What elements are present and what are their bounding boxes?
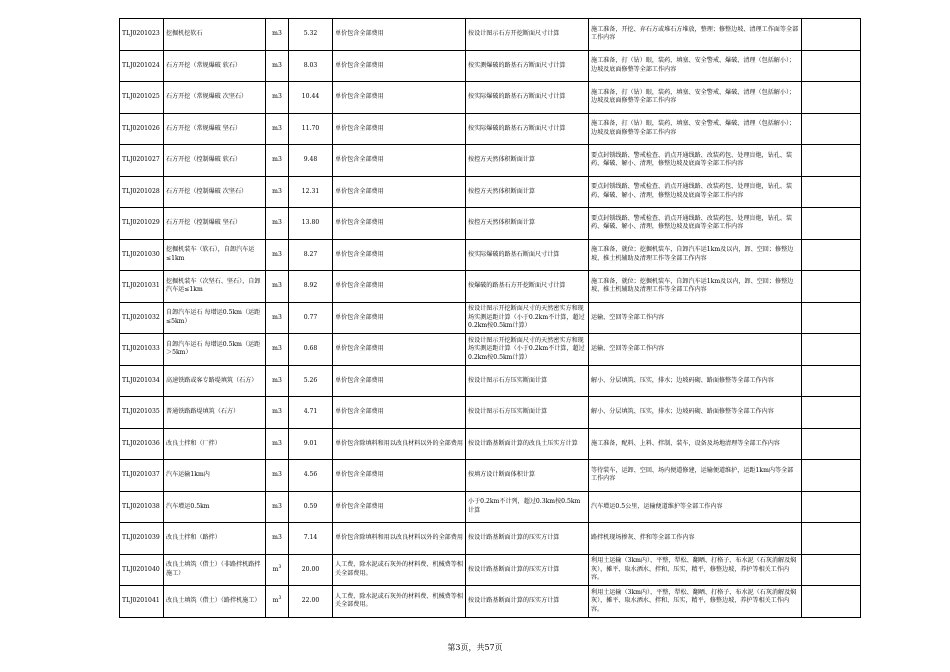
cell-unit [266, 50, 289, 82]
unit-superscript: 3 [278, 595, 282, 601]
cell-work: 要点封锁线路、警戒检查、消点开通线路、改装药包、处理盲炮，钻孔、装药、爆破、解小、清理，修整边坡及底面等全部工作内容 [589, 208, 802, 240]
cell-rule: 按设计图示石方压实断面计算 [466, 365, 589, 397]
cell-unit [266, 239, 289, 271]
table-row [120, 586, 861, 618]
cell-work: 施工准备，就位；挖掘机装车，自卸汽车运1km及以内，卸、空回；修整边坡、推土机辅助及清理工作等全部工作内容 [589, 271, 802, 303]
cell-code: TLJ0201026 [120, 113, 164, 145]
cell-work: 路拌机现场掺灰、拌和等全部工作内容 [589, 523, 802, 555]
cell-remark [802, 586, 861, 618]
cell-unit [266, 334, 289, 366]
cell-work: 等待装车，运卸、空回、场内便道修建，运输便道维护，运距1km内等全部工作内容 [589, 460, 802, 492]
table-row [120, 176, 861, 208]
cell-unit [266, 271, 289, 303]
unit-text: m3 [272, 156, 282, 163]
cell-content: 单价包含全部费用 [333, 113, 466, 145]
cell-remark [802, 239, 861, 271]
cell-content: 单价包含全部费用 [333, 239, 466, 271]
cell-code: TLJ0201028 [120, 176, 164, 208]
cell-price: 0.77 [289, 302, 333, 334]
cell-rule: 按设计路基断面计算的压实方计算 [466, 523, 589, 555]
cell-price: 10.44 [289, 82, 333, 114]
cell-content: 单价包含全部费用 [333, 334, 466, 366]
cell-code: TLJ0201035 [120, 397, 164, 429]
unit-text: m3 [272, 534, 282, 541]
cell-work: 利用土运输（3km内）、平整，犁松、翻晒、打格子、布水泥（石灰消解及焖灰），摊平、取水洒水、拌和、压实，精平，修整边坡，养护等相关工作内容。 [589, 554, 802, 586]
unit-text: m3 [272, 93, 282, 100]
cell-rule: 按设计图示石方开挖断面尺寸计算 [466, 19, 589, 51]
cell-name: 石方开挖（控制爆破 坚石） [164, 208, 266, 240]
cell-content: 单价包含全部费用 [333, 50, 466, 82]
cell-remark [802, 113, 861, 145]
cell-name: 改良土填筑（借土）（非路拌机路拌施工） [164, 554, 266, 586]
cell-remark [802, 208, 861, 240]
cell-code: TLJ0201030 [120, 239, 164, 271]
cell-remark [802, 145, 861, 177]
cell-name: 挖掘机挖软石 [164, 19, 266, 51]
unit-text: m3 [272, 502, 282, 510]
table-row [120, 239, 861, 271]
cell-content: 单价包含全部费用 [333, 302, 466, 334]
cell-work: 施工准备，打（钻）眼，装药、填塞、安全警戒、爆破、清理（包括解小）；边坡及底面修整等全部工作内容 [589, 82, 802, 114]
cell-code: TLJ0201027 [120, 145, 164, 177]
unit-text: m3 [272, 345, 282, 352]
cell-name: 改良土拌和（厂拌） [164, 428, 266, 460]
cell-code: TLJ0201032 [120, 302, 164, 334]
cell-remark [802, 397, 861, 429]
cell-name: 石方开挖（常规爆破 坚石） [164, 113, 266, 145]
cell-name: 石方开挖（控制爆破 次坚石） [164, 176, 266, 208]
cell-price: 7.14 [289, 523, 333, 555]
cell-price: 9.48 [289, 145, 333, 177]
cell-unit [266, 460, 289, 492]
cell-code: TLJ0201023 [120, 19, 164, 51]
unit-text: m3 [272, 408, 282, 415]
cell-code: TLJ0201040 [120, 554, 164, 586]
cell-name: 自卸汽车运石 每增运0.5km（运距≤5km） [164, 302, 266, 334]
cell-price: 8.03 [289, 50, 333, 82]
cell-work: 施工准备，打（钻）眼，装药、填塞、安全警戒、爆破、清理（包括解小）；边坡及底面修整等全部工作内容 [589, 50, 802, 82]
cell-unit [266, 82, 289, 114]
table-row [120, 82, 861, 114]
cell-name: 石方开挖（常规爆破 软石） [164, 50, 266, 82]
table-row [120, 145, 861, 177]
cell-unit [266, 145, 289, 177]
cell-remark [802, 460, 861, 492]
cell-code: TLJ0201031 [120, 271, 164, 303]
cell-work: 施工准备，就位；挖掘机装车，自卸汽车运1km及以内，卸、空回；修整边坡、推土机辅助及清理工作等全部工作内容 [589, 239, 802, 271]
cell-content: 单价包含全部费用 [333, 271, 466, 303]
cell-content: 单价包含全部费用 [333, 397, 466, 429]
cell-name: 汽车增运0.5km [164, 491, 266, 523]
cell-name: 石方开挖（控制爆破 软石） [164, 145, 266, 177]
table-row [120, 271, 861, 303]
cell-name: 改良土填筑（借土）（路拌机施工） [164, 586, 266, 618]
unit-text: m3 [272, 30, 282, 37]
cell-content: 人工费、除水泥或石灰外的材料费、机械费等相关全部费用。 [333, 554, 466, 586]
unit-text: m3 [272, 376, 282, 384]
cell-rule: 按设计图示开挖断面尺寸的天然密实方和现场实测运距计算（小于0.2km不计算，超过0.2km按0.5km计算） [466, 334, 589, 366]
cell-remark [802, 334, 861, 366]
cell-content: 单价包含全部费用 [333, 19, 466, 51]
cell-unit [266, 586, 289, 618]
cell-work: 解小、分层填筑、压实，排水；边坡码砌、路面修整等全部工作内容 [589, 397, 802, 429]
cell-price: 22.00 [289, 586, 333, 618]
cell-code: TLJ0201034 [120, 365, 164, 397]
cell-unit [266, 428, 289, 460]
unit-superscript: 3 [278, 564, 282, 570]
cell-content: 单价包含全部费用 [333, 208, 466, 240]
cell-remark [802, 176, 861, 208]
table-row [120, 491, 861, 523]
unit-text: m3 [272, 124, 282, 132]
cell-remark [802, 271, 861, 303]
table-row [120, 113, 861, 145]
unit-text: m3 [272, 61, 282, 69]
cell-rule: 按设计路基断面计算的压实方计算 [466, 554, 589, 586]
cell-content: 单价包含全部费用 [333, 145, 466, 177]
cell-rule: 按设计图示开挖断面尺寸的天然密实方和现场实测运距计算（小于0.2km不计算，超过0.2km按0.5km计算） [466, 302, 589, 334]
unit-text: m3 [272, 219, 282, 226]
table-row [120, 208, 861, 240]
cell-unit [266, 397, 289, 429]
cell-work: 要点封锁线路、警戒检查、消点开通线路、改装药包、处理盲炮，钻孔、装药、爆破、解小、清理，修整边坡及底面等全部工作内容 [589, 176, 802, 208]
cell-rule: 按实际爆破的路基石方断面尺寸计算 [466, 82, 589, 114]
cell-content: 单价包含除填料和用以改良材料以外的全部费用 [333, 523, 466, 555]
price-table [119, 18, 861, 618]
cell-price: 8.92 [289, 271, 333, 303]
cell-name: 自卸汽车运石 每增运0.5km（运距＞5km） [164, 334, 266, 366]
cell-unit [266, 523, 289, 555]
cell-unit [266, 554, 289, 586]
cell-work: 利用土运输（3km内）、平整，犁松、翻晒、打格子、布水泥（石灰消解及焖灰），摊平、取水洒水、拌和、压实，精平，修整边坡，养护等相关工作内容。 [589, 586, 802, 618]
cell-content: 单价包含全部费用 [333, 176, 466, 208]
cell-work: 运输、空回等全部工作内容 [589, 302, 802, 334]
cell-code: TLJ0201029 [120, 208, 164, 240]
cell-unit [266, 208, 289, 240]
cell-work: 施工准备，打（钻）眼，装药、填塞、安全警戒、爆破、清理（包括解小）；边坡及底面修整等全部工作内容 [589, 113, 802, 145]
cell-price: 9.01 [289, 428, 333, 460]
cell-code: TLJ0201033 [120, 334, 164, 366]
cell-code: TLJ0201039 [120, 523, 164, 555]
cell-remark [802, 19, 861, 51]
cell-rule: 按填方设计断面体积计算 [466, 460, 589, 492]
cell-content: 单价包含全部费用 [333, 365, 466, 397]
cell-unit [266, 302, 289, 334]
cell-unit [266, 19, 289, 51]
cell-rule: 按设计路基断面计算的压实方计算 [466, 586, 589, 618]
cell-work: 运输、空回等全部工作内容 [589, 334, 802, 366]
cell-price: 4.56 [289, 460, 333, 492]
unit-text: m3 [272, 282, 282, 289]
cell-rule: 按爆破的路基石方开挖断面尺寸计算 [466, 271, 589, 303]
cell-name: 汽车运输1km内 [164, 460, 266, 492]
unit-text: m3 [272, 187, 282, 195]
cell-unit [266, 113, 289, 145]
cell-rule: 按控方天然体积断面计算 [466, 176, 589, 208]
cell-price: 4.71 [289, 397, 333, 429]
cell-rule: 按设计路基断面计算的改良土压实方计算 [466, 428, 589, 460]
cell-name: 挖掘机装车（次坚石、坚石），自卸汽车运≤1km [164, 271, 266, 303]
cell-remark [802, 491, 861, 523]
cell-unit [266, 365, 289, 397]
unit-text: m3 [272, 313, 282, 321]
cell-work: 施工准备，开挖、弃石方或堆石方堆放，整理；修整边坡、清理工作面等全部工作内容 [589, 19, 802, 51]
cell-name: 挖掘机装车（软石），自卸汽车运≤1km [164, 239, 266, 271]
cell-work: 解小、分层填筑、压实，排水；边坡码砌、路面修整等全部工作内容 [589, 365, 802, 397]
cell-content: 单价包含全部费用 [333, 460, 466, 492]
cell-price: 0.59 [289, 491, 333, 523]
cell-rule: 按控方天然体积断面计算 [466, 145, 589, 177]
cell-remark [802, 428, 861, 460]
table-row [120, 397, 861, 429]
cell-rule: 按实际爆破的路基石方断面尺寸计算 [466, 113, 589, 145]
cell-content: 单价包含全部费用 [333, 491, 466, 523]
cell-name: 改良土拌和（路拌） [164, 523, 266, 555]
cell-name: 石方开挖（常规爆破 次坚石） [164, 82, 266, 114]
table-row [120, 554, 861, 586]
cell-code: TLJ0201036 [120, 428, 164, 460]
cell-price: 20.00 [289, 554, 333, 586]
cell-rule: 按设计图示石方压实断面计算 [466, 397, 589, 429]
cell-price: 0.68 [289, 334, 333, 366]
cell-remark [802, 554, 861, 586]
table-row [120, 302, 861, 334]
table-row [120, 334, 861, 366]
cell-work: 施工准备，配料、上料、拌制、装车，设备及场地清理等全部工作内容 [589, 428, 802, 460]
cell-content: 单价包含除填料和用以改良材料以外的全部费用 [333, 428, 466, 460]
cell-price: 12.31 [289, 176, 333, 208]
cell-name: 高速铁路或客专路堤填筑（石方） [164, 365, 266, 397]
cell-price: 11.70 [289, 113, 333, 145]
table-row [120, 365, 861, 397]
cell-remark [802, 82, 861, 114]
cell-rule: 小于0.2km不计列，超过0.3km按0.5km计算 [466, 491, 589, 523]
cell-rule: 按实际爆破的路基石断面尺寸计算 [466, 239, 589, 271]
cell-unit [266, 176, 289, 208]
unit-text: m [272, 565, 279, 573]
cell-rule: 按控方天然体积断面计算 [466, 208, 589, 240]
cell-remark [802, 365, 861, 397]
unit-text: m3 [272, 439, 282, 447]
unit-text: m3 [272, 250, 282, 258]
cell-remark [802, 523, 861, 555]
page-footer: 第3页，共57页 [447, 643, 503, 652]
unit-text: m3 [272, 471, 282, 478]
cell-rule: 按实测爆破的路基石方断面尺寸计算 [466, 50, 589, 82]
cell-content: 人工费、除水泥或石灰外的材料费、机械费等相关全部费用。 [333, 586, 466, 618]
table-row [120, 19, 861, 51]
cell-remark [802, 50, 861, 82]
cell-code: TLJ0201037 [120, 460, 164, 492]
cell-work: 要点封锁线路、警戒检查、消点开通线路、改装药包、处理盲炮，钻孔、装药、爆破、解小、清理，修整边坡及底面等全部工作内容 [589, 145, 802, 177]
cell-price: 5.32 [289, 19, 333, 51]
cell-price: 8.27 [289, 239, 333, 271]
cell-name: 普通铁路路堤填筑（石方） [164, 397, 266, 429]
cell-price: 5.26 [289, 365, 333, 397]
cell-unit [266, 491, 289, 523]
cell-code: TLJ0201024 [120, 50, 164, 82]
unit-text: m [272, 597, 279, 604]
cell-code: TLJ0201038 [120, 491, 164, 523]
cell-remark [802, 302, 861, 334]
table-row [120, 523, 861, 555]
cell-price: 13.80 [289, 208, 333, 240]
table-row [120, 460, 861, 492]
cell-work: 汽车增运0.5公里，运输便道维护等全部工作内容 [589, 491, 802, 523]
table-row [120, 428, 861, 460]
cell-code: TLJ0201025 [120, 82, 164, 114]
cell-code: TLJ0201041 [120, 586, 164, 618]
cell-content: 单价包含全部费用 [333, 82, 466, 114]
table-row [120, 50, 861, 82]
